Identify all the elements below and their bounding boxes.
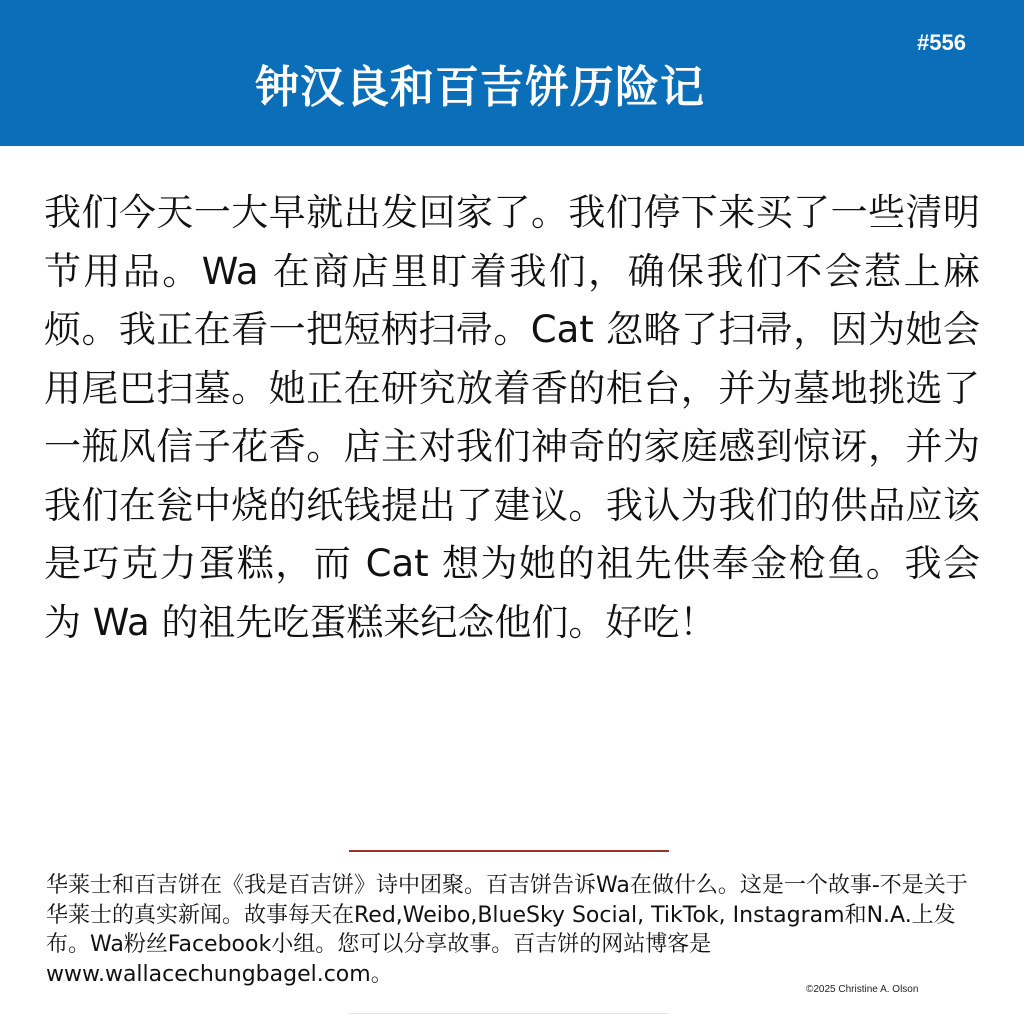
footer-divider	[349, 850, 669, 852]
episode-number: #556	[917, 30, 966, 55]
story-text: 我们今天一大早就出发回家了。我们停下来买了一些清明节用品。Wa 在商店里盯着我们，确保我们不会惹上麻烦。我正在看一把短柄扫帚。Cat 忽略了扫帚，因为她会用尾巴扫墓。她正在研究放着香的柜台，并为墓地挑选了一瓶风信子花香。店主对我们神奇的家庭感到惊讶，并为我们在瓮中烧的纸钱提出了建议。我认为我们的供品应该是巧克力蛋糕，而 Cat 想为她的祖先供奉金枪鱼。我会为 Wa 的祖先吃蛋糕来纪念他们。好吃！	[44, 191, 980, 644]
copyright: ©2025 Christine A. Olson	[806, 984, 919, 995]
header-banner	[0, 0, 1024, 146]
bottom-rule	[349, 1013, 669, 1014]
footer-note: 华莱士和百吉饼在《我是百吉饼》诗中团聚。百吉饼告诉Wa在做什么。这是一个故事-不是关于华莱士的真实新闻。故事每天在Red,Weibo,BlueSky Social, TikTok, Instagram和N.A.上发布。Wa粉丝Facebook小组。您可以分享故事。百吉饼的网站博客是www.wallacechungbagel.com。	[46, 873, 968, 987]
page-title: 钟汉良和百吉饼历险记	[255, 62, 705, 113]
